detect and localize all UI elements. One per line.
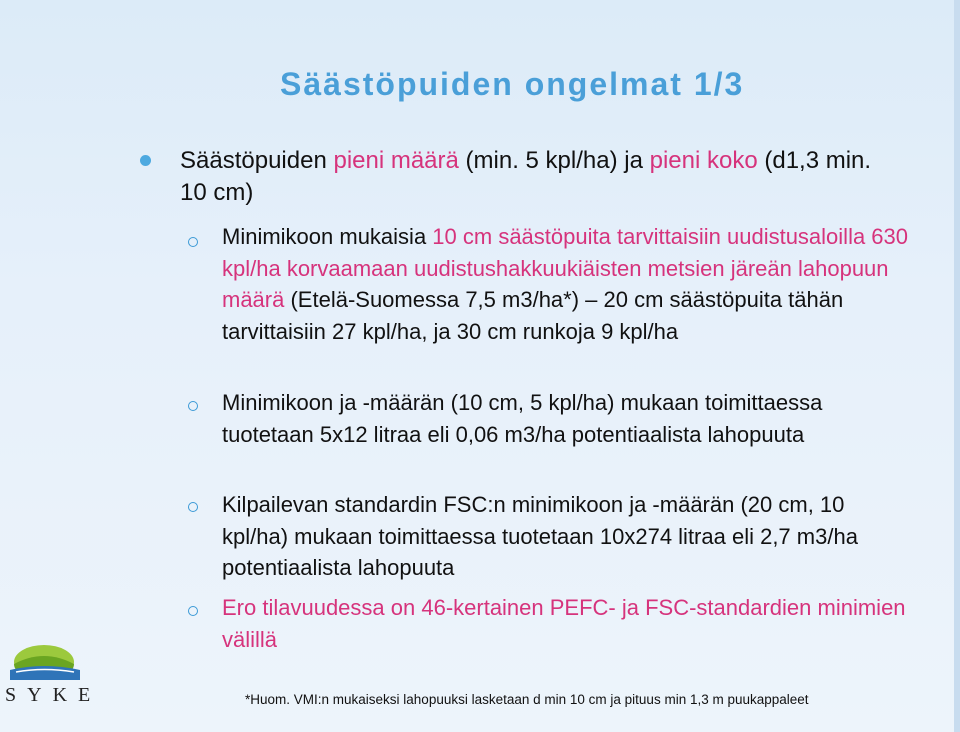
- circle-bullet-icon: [188, 606, 198, 616]
- syke-logo-text: SYKE: [5, 684, 102, 706]
- footnote: *Huom. VMI:n mukaiseksi lahopuuksi lasketaan d min 10 cm ja pituus min 1,3 m puukappaleet: [245, 692, 809, 707]
- circle-bullet-icon: [188, 502, 198, 512]
- sub-bullet-3: Kilpailevan standardin FSC:n minimikoon ja -määrän (20 cm, 10 kpl/ha) mukaan toimittaessa tuotetaan 10x274 litraa eli 2,7 m3/ha potentiaalista lahopuuta: [222, 492, 858, 580]
- sub-bullet-2: Minimikoon ja -määrän (10 cm, 5 kpl/ha) mukaan toimittaessa tuotetaan 5x12 litraa eli 0,06 m3/ha potentiaalista lahopuuta: [222, 390, 823, 447]
- sub-bullet-1-highlight: 10 cm säästöpuita tarvittaisiin uudistusaloilla 630 kpl/ha korvaamaan uudistushakkuukiäisten metsien järeän lahopuun määrä: [222, 224, 909, 312]
- main-bullet: [180, 145, 880, 209]
- main-bullet-text-2: (min. 5 kpl/ha) ja: [458, 147, 650, 174]
- bullet-dot-icon: [140, 155, 151, 166]
- slide-edge: [954, 0, 960, 732]
- sub-bullet-4: Ero tilavuudessa on 46-kertainen PEFC- ja FSC-standardien minimien välillä: [222, 595, 906, 652]
- slide-title: Säästöpuiden ongelmat 1/3: [280, 66, 745, 102]
- circle-bullet-icon: [188, 401, 198, 411]
- sub-bullet-1-text-2: (Etelä-Suomessa 7,5 m3/ha*) – 20 cm säästöpuita tähän tarvittaisiin 27 kpl/ha, ja 30 cm runkoja 9 kpl/ha: [222, 287, 844, 344]
- main-bullet-text-1: Säästöpuiden: [180, 147, 334, 174]
- sub-bullet-1: [222, 221, 912, 347]
- sub-bullet-1-text-1: Minimikoon mukaisia: [222, 224, 433, 249]
- main-bullet-text-3: (d1,3 min. 10 cm): [180, 147, 872, 206]
- main-bullet-highlight-1: pieni määrä: [333, 147, 459, 174]
- main-bullet-highlight-2: pieni koko: [649, 147, 758, 174]
- circle-bullet-icon: [188, 237, 198, 247]
